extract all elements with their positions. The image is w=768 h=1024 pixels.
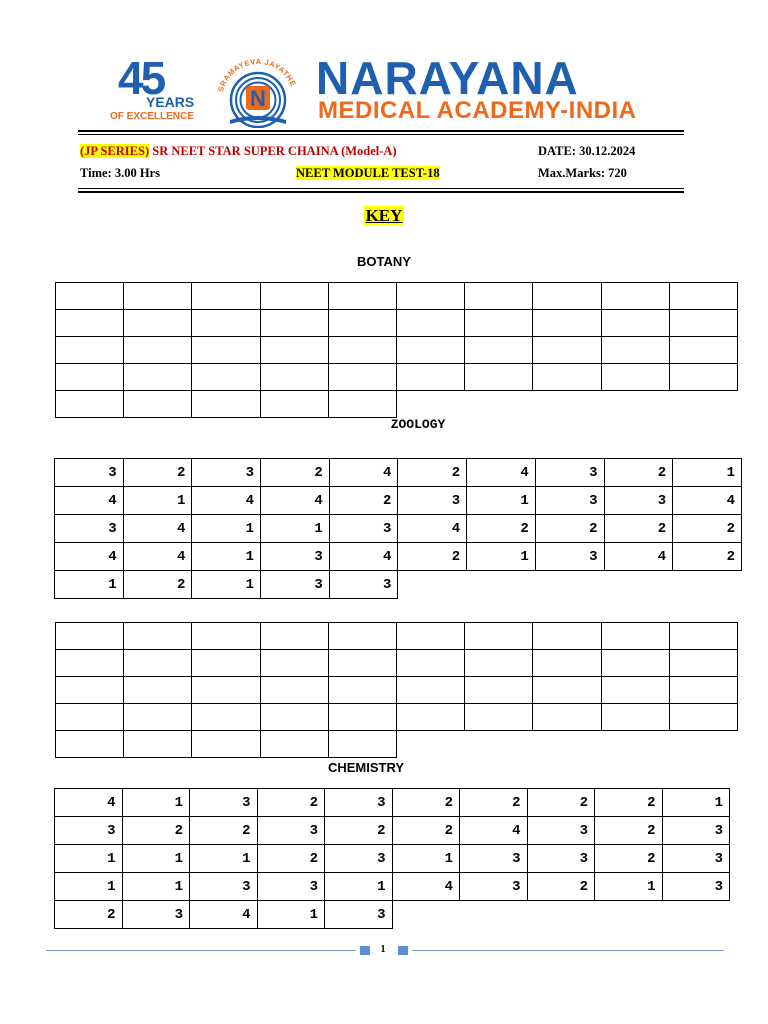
empty-space [669,731,737,758]
empty-space [533,731,601,758]
answer-cell: 3 [398,487,467,515]
exam-time: Time: 3.00 Hrs [80,166,160,180]
answer-row [56,283,738,310]
empty-space [673,571,742,599]
answer-row [55,845,730,873]
answer-cell: 3 [662,873,730,901]
answer-cell: 3 [329,515,398,543]
answer-cell: 4 [261,487,330,515]
answer-cell [669,310,737,337]
header-rule-bottom [78,191,684,193]
answer-cell [328,677,396,704]
answer-cell: 1 [55,845,123,873]
answer-cell: 4 [123,515,192,543]
answer-cell: 2 [392,817,460,845]
answer-row [56,731,738,758]
answer-cell: 3 [535,543,604,571]
zoology-title: ZOOLOGY [390,417,446,432]
exam-series [80,143,397,159]
answer-row [56,623,738,650]
answer-cell: 4 [192,487,261,515]
empty-space [460,901,528,929]
answer-cell: 1 [261,515,330,543]
answer-cell [192,704,260,731]
empty-space [535,571,604,599]
answer-cell [124,650,192,677]
answer-cell [328,310,396,337]
series-label: (JP SERIES) [80,144,150,158]
answer-cell [601,704,669,731]
answer-cell [669,337,737,364]
answer-cell [601,650,669,677]
answer-cell [124,364,192,391]
answer-cell [56,650,124,677]
empty-space [595,901,663,929]
zoology-answer-table [54,458,742,599]
answer-cell [260,310,328,337]
answer-cell [396,364,464,391]
brand-subtitle: MEDICAL ACADEMY-INDIA [318,97,637,124]
answer-cell: 2 [595,845,663,873]
empty-space [396,731,464,758]
answer-cell [260,391,328,418]
badge-years: YEARS [146,94,195,110]
answer-cell [192,283,260,310]
answer-cell: 3 [261,543,330,571]
footer-line-left [46,950,356,951]
answer-cell [328,364,396,391]
answer-cell [56,283,124,310]
answer-cell: 2 [527,873,595,901]
badge-number: 45 [118,52,164,104]
answer-cell: 1 [123,487,192,515]
chemistry-title: CHEMISTRY [327,760,405,775]
answer-cell [56,677,124,704]
answer-row [56,704,738,731]
max-marks: Max.Marks: 720 [538,166,627,180]
answer-row [55,789,730,817]
answer-cell: 2 [467,515,536,543]
answer-cell: 1 [192,543,261,571]
answer-cell [192,364,260,391]
answer-cell [601,677,669,704]
answer-cell: 3 [535,459,604,487]
answer-cell [601,623,669,650]
answer-cell: 4 [467,459,536,487]
test-name: NEET MODULE TEST-18 [296,166,440,180]
answer-cell: 2 [55,901,123,929]
answer-cell: 2 [398,459,467,487]
answer-cell [56,391,124,418]
answer-cell [192,310,260,337]
answer-cell: 4 [604,543,673,571]
narayana-emblem-logo [210,48,305,128]
empty-space [392,901,460,929]
botany-answer-table [55,282,738,418]
badge-tagline: OF EXCELLENCE [110,111,194,122]
batch-label: SR NEET STAR SUPER CHAINA (Model-A) [149,144,397,158]
answer-cell: 4 [673,487,742,515]
blank-answer-table [55,622,738,758]
answer-cell [396,650,464,677]
empty-space [465,391,533,418]
answer-row [56,391,738,418]
answer-cell: 3 [55,817,123,845]
brand-name: NARAYANA [316,52,579,104]
answer-row [55,459,742,487]
answer-cell: 2 [595,817,663,845]
answer-cell: 3 [535,487,604,515]
answer-cell: 3 [257,873,325,901]
empty-space [604,571,673,599]
answer-cell: 2 [325,817,393,845]
answer-cell: 4 [55,543,124,571]
answer-cell [669,704,737,731]
answer-cell [56,731,124,758]
answer-row [56,310,738,337]
answer-cell [465,364,533,391]
answer-cell: 4 [329,459,398,487]
answer-cell [669,623,737,650]
answer-cell [465,650,533,677]
answer-cell: 3 [527,817,595,845]
footer-line-right [412,950,724,951]
answer-cell [396,623,464,650]
answer-row [56,337,738,364]
answer-cell: 1 [325,873,393,901]
answer-cell: 3 [325,845,393,873]
chemistry-answer-table [54,788,730,929]
answer-row [55,571,742,599]
answer-cell: 1 [595,873,663,901]
answer-cell: 3 [192,459,261,487]
answer-cell: 2 [257,789,325,817]
answer-cell [328,650,396,677]
answer-cell: 4 [460,817,528,845]
answer-cell [669,283,737,310]
answer-cell [533,337,601,364]
answer-cell [56,623,124,650]
answer-cell: 4 [55,487,124,515]
answer-cell [601,283,669,310]
answer-cell [56,364,124,391]
answer-cell: 1 [662,789,730,817]
emblem-letter: N [250,86,266,111]
answer-cell [124,283,192,310]
answer-cell: 3 [527,845,595,873]
answer-cell: 2 [190,817,258,845]
answer-cell: 3 [257,817,325,845]
answer-cell: 3 [190,789,258,817]
answer-cell [192,650,260,677]
answer-cell: 3 [662,817,730,845]
answer-cell: 1 [467,543,536,571]
answer-cell [396,337,464,364]
answer-cell: 3 [329,571,398,599]
answer-cell: 2 [261,459,330,487]
answer-cell [56,337,124,364]
answer-cell [260,704,328,731]
empty-space [601,391,669,418]
answer-cell [124,704,192,731]
empty-space [669,391,737,418]
answer-cell [260,677,328,704]
answer-cell: 2 [122,817,190,845]
botany-title: BOTANY [357,254,411,269]
answer-cell: 3 [122,901,190,929]
answer-cell [465,310,533,337]
emblem-motto: SRAMAYEVA JAYATHE [216,56,299,93]
empty-space [601,731,669,758]
answer-cell: 2 [123,571,192,599]
answer-cell: 4 [55,789,123,817]
answer-cell [56,704,124,731]
answer-cell [601,310,669,337]
answer-row [55,515,742,543]
answer-cell [124,731,192,758]
empty-space [662,901,730,929]
answer-cell [465,677,533,704]
answer-cell: 2 [329,487,398,515]
answer-cell: 3 [662,845,730,873]
answer-cell [328,731,396,758]
answer-cell [260,364,328,391]
answer-cell: 2 [527,789,595,817]
anniversary-badge [110,52,202,125]
answer-cell [124,623,192,650]
answer-cell: 4 [329,543,398,571]
answer-cell [669,650,737,677]
answer-cell [328,391,396,418]
empty-space [533,391,601,418]
header-rule-top-thin [78,134,684,135]
answer-row [55,873,730,901]
answer-cell: 3 [261,571,330,599]
answer-cell [533,310,601,337]
answer-cell [601,337,669,364]
answer-cell [396,310,464,337]
answer-cell [260,283,328,310]
answer-cell: 1 [467,487,536,515]
answer-cell [192,337,260,364]
answer-cell [669,364,737,391]
answer-cell: 4 [392,873,460,901]
empty-space [396,391,464,418]
answer-cell [533,704,601,731]
answer-cell: 3 [460,845,528,873]
answer-cell: 1 [192,515,261,543]
answer-cell: 3 [460,873,528,901]
answer-cell [533,650,601,677]
answer-cell [124,391,192,418]
page-number: 1 [380,944,386,955]
answer-cell [465,337,533,364]
answer-row [56,650,738,677]
answer-cell: 4 [123,543,192,571]
answer-cell: 3 [190,873,258,901]
answer-cell [396,704,464,731]
answer-cell [124,310,192,337]
empty-space [398,571,467,599]
answer-row [55,817,730,845]
answer-cell: 1 [190,845,258,873]
answer-cell: 3 [325,789,393,817]
answer-cell: 2 [392,789,460,817]
header-rule-bottom-thin [78,188,684,189]
key-title: KEY [365,206,403,225]
answer-cell: 2 [673,543,742,571]
answer-cell: 3 [325,901,393,929]
answer-row [56,364,738,391]
answer-cell: 2 [604,515,673,543]
answer-cell [328,283,396,310]
answer-row [55,487,742,515]
answer-cell: 1 [55,873,123,901]
answer-cell [56,310,124,337]
answer-cell [533,364,601,391]
answer-cell: 3 [604,487,673,515]
answer-cell [396,677,464,704]
answer-cell: 2 [257,845,325,873]
answer-cell [124,677,192,704]
answer-cell [328,623,396,650]
empty-space [465,731,533,758]
answer-row [56,677,738,704]
answer-cell [192,731,260,758]
answer-cell: 2 [673,515,742,543]
answer-cell [192,391,260,418]
footer-marker-right [398,946,408,955]
answer-cell: 4 [190,901,258,929]
answer-cell [601,364,669,391]
answer-cell: 2 [535,515,604,543]
answer-cell: 1 [122,873,190,901]
answer-cell: 1 [122,789,190,817]
answer-cell: 4 [398,515,467,543]
answer-cell [465,623,533,650]
answer-cell: 1 [55,571,124,599]
answer-cell [124,337,192,364]
answer-cell [260,731,328,758]
answer-cell: 2 [604,459,673,487]
empty-space [527,901,595,929]
answer-cell: 1 [392,845,460,873]
answer-cell: 1 [192,571,261,599]
empty-space [467,571,536,599]
answer-cell [396,283,464,310]
answer-cell: 1 [257,901,325,929]
answer-cell: 2 [595,789,663,817]
answer-cell [465,704,533,731]
answer-cell: 1 [122,845,190,873]
exam-date: DATE: 30.12.2024 [538,144,636,158]
answer-cell: 3 [55,515,124,543]
answer-cell [669,677,737,704]
answer-cell [533,623,601,650]
answer-cell [533,677,601,704]
answer-cell [192,623,260,650]
answer-cell: 1 [673,459,742,487]
answer-cell [260,650,328,677]
answer-cell [328,337,396,364]
footer-marker-left [360,946,370,955]
answer-cell: 2 [398,543,467,571]
answer-cell [260,623,328,650]
answer-cell [533,283,601,310]
header-rule-top [78,130,684,132]
answer-cell [192,677,260,704]
answer-cell: 2 [460,789,528,817]
answer-cell: 2 [123,459,192,487]
answer-cell [328,704,396,731]
answer-cell [260,337,328,364]
answer-cell [465,283,533,310]
answer-row [55,543,742,571]
answer-cell: 3 [55,459,124,487]
answer-row [55,901,730,929]
